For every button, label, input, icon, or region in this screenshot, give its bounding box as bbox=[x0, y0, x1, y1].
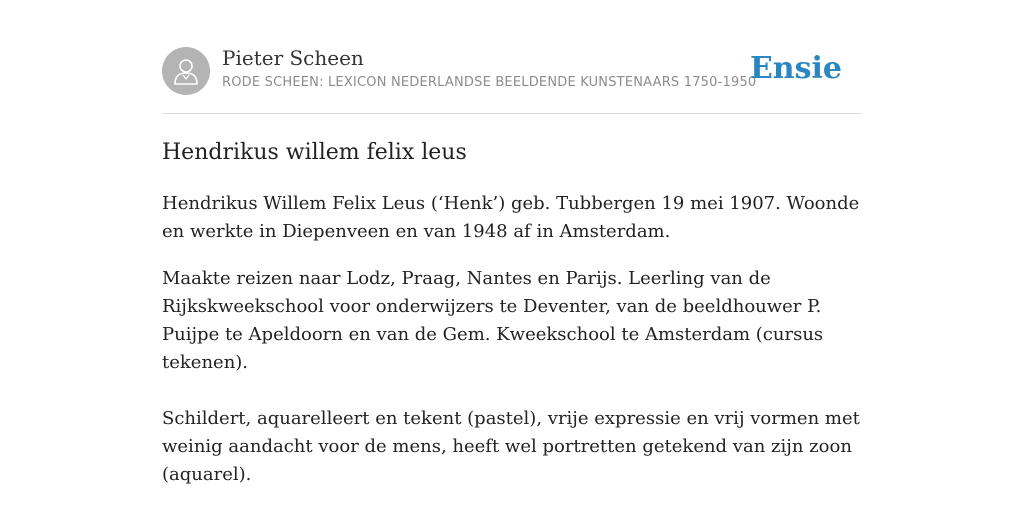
avatar[interactable] bbox=[162, 47, 210, 95]
article-header bbox=[162, 46, 862, 96]
page-title: Hendrikus willem felix leus bbox=[162, 140, 467, 165]
paragraph: Schildert, aquarelleert en tekent (pastel), vrije expressie en vrij vormen met weinig aandacht voor de mens, heeft wel portretten getekend van zijn zoon (aquarel). bbox=[162, 408, 860, 485]
divider bbox=[162, 113, 862, 114]
paragraph: Hendrikus Willem Felix Leus (‘Henk’) geb. Tubbergen 19 mei 1907. Woonde en werkte in Diepenveen en van 1948 af in Amsterdam. bbox=[162, 193, 860, 242]
article-body bbox=[162, 190, 862, 508]
source-label[interactable]: RODE SCHEEN: LEXICON NEDERLANDSE BEELDENDE KUNSTENAARS 1750-1950 bbox=[222, 75, 757, 90]
user-icon bbox=[173, 57, 199, 85]
author-name[interactable]: Pieter Scheen bbox=[222, 46, 364, 70]
paragraph: Maakte reizen naar Lodz, Praag, Nantes en Parijs. Leerling van de Rijkskweekschool voor onderwijzers te Deventer, van de beeldhouwer P. Puijpe te Apeldoorn en van de Gem. Kweekschool te Amsterdam (cursus tekenen). bbox=[162, 268, 824, 373]
brand-logo[interactable]: Ensie bbox=[749, 51, 842, 86]
article-card bbox=[162, 0, 862, 512]
